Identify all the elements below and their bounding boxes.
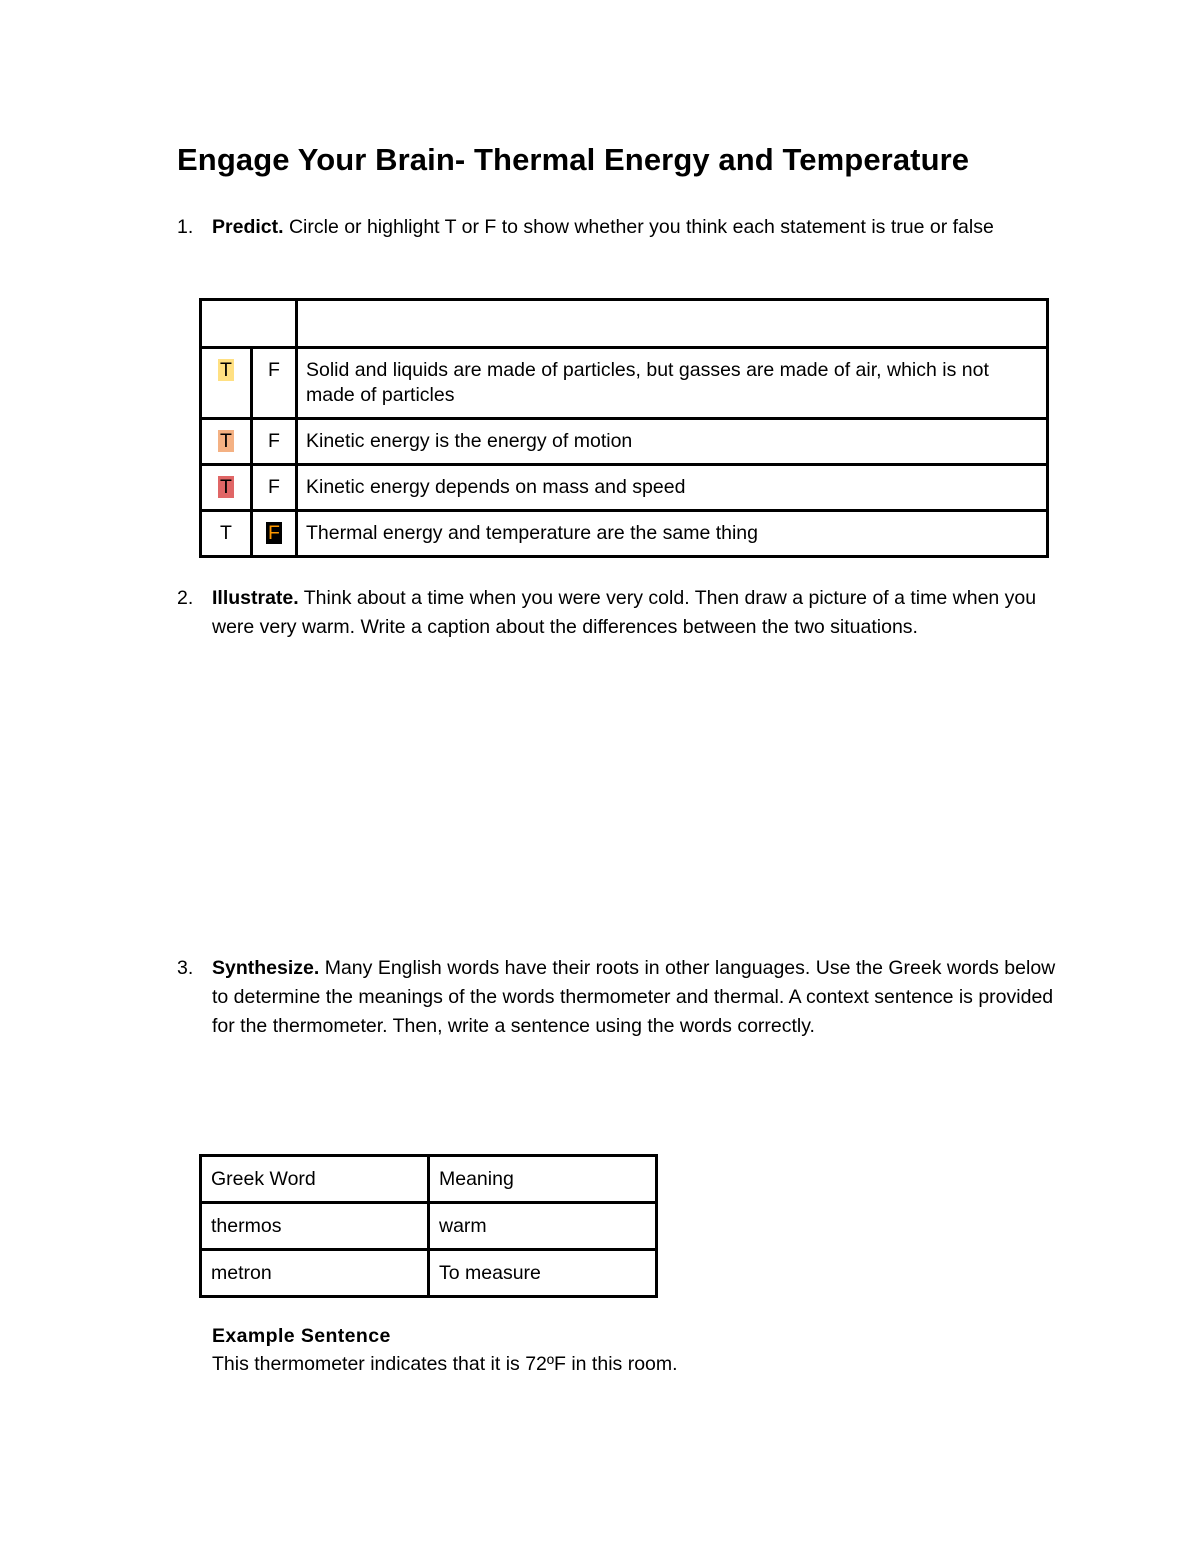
false-mark: F (268, 430, 280, 452)
question-number: 2. (177, 587, 194, 609)
page-title: Engage Your Brain- Thermal Energy and Temperature (177, 142, 970, 177)
statement-cell: Kinetic energy depends on mass and speed (297, 465, 1048, 511)
table-row (201, 1203, 657, 1250)
example-sentence: This thermometer indicates that it is 72ºF in this room. (212, 1353, 678, 1375)
false-option[interactable] (252, 511, 297, 557)
table-row (201, 1250, 657, 1297)
greek-word-table (199, 1154, 658, 1298)
greek-word-cell: thermos (201, 1203, 429, 1250)
question-number: 1. (177, 216, 194, 238)
example-heading: Example Sentence (212, 1325, 391, 1347)
false-option[interactable] (252, 419, 297, 465)
question-predict (177, 213, 1057, 242)
false-option[interactable] (252, 348, 297, 419)
question-text: Think about a time when you were very cold. Then draw a picture of a time when you were very warm. Write a caption about the differences between the two situations. (212, 587, 1037, 638)
question-body (212, 584, 1057, 642)
false-mark: F (268, 522, 280, 544)
true-mark: T (220, 522, 232, 544)
statement-cell: Solid and liquids are made of particles, but gasses are made of air, which is not made of particles (297, 348, 1048, 419)
table-header-row (201, 300, 1048, 348)
table-header-row (201, 1156, 657, 1203)
true-mark: T (220, 476, 232, 498)
question-label: Synthesize. (212, 957, 320, 979)
greek-word-cell: metron (201, 1250, 429, 1297)
question-body (212, 954, 1057, 1041)
false-mark: F (268, 359, 280, 381)
header-cell-statement (297, 300, 1048, 348)
question-number: 3. (177, 957, 194, 979)
question-text: Many English words have their roots in other languages. Use the Greek words below to determine the meanings of the words thermometer and thermal. A context sentence is provided for the thermometer. Then, write a sentence using the words correctly. (212, 957, 1056, 1037)
table-row (201, 419, 1048, 465)
false-mark: F (268, 476, 280, 498)
question-label: Predict. (212, 216, 284, 238)
true-option[interactable] (201, 465, 252, 511)
question-body (212, 213, 1057, 242)
table-row (201, 465, 1048, 511)
false-option[interactable] (252, 465, 297, 511)
header-meaning: Meaning (429, 1156, 657, 1203)
true-false-table (199, 298, 1049, 558)
true-mark: T (220, 359, 232, 381)
meaning-cell: warm (429, 1203, 657, 1250)
question-illustrate (177, 584, 1057, 642)
statement-cell: Kinetic energy is the energy of motion (297, 419, 1048, 465)
table-row (201, 511, 1048, 557)
header-cell-tf (201, 300, 297, 348)
table-row (201, 348, 1048, 419)
true-option[interactable] (201, 348, 252, 419)
question-synthesize (177, 954, 1057, 1041)
statement-cell: Thermal energy and temperature are the same thing (297, 511, 1048, 557)
question-label: Illustrate. (212, 587, 299, 609)
meaning-cell: To measure (429, 1250, 657, 1297)
true-option[interactable] (201, 419, 252, 465)
header-greek-word: Greek Word (201, 1156, 429, 1203)
question-text: Circle or highlight T or F to show whether you think each statement is true or false (283, 216, 994, 238)
true-mark: T (220, 430, 232, 452)
true-option[interactable] (201, 511, 252, 557)
